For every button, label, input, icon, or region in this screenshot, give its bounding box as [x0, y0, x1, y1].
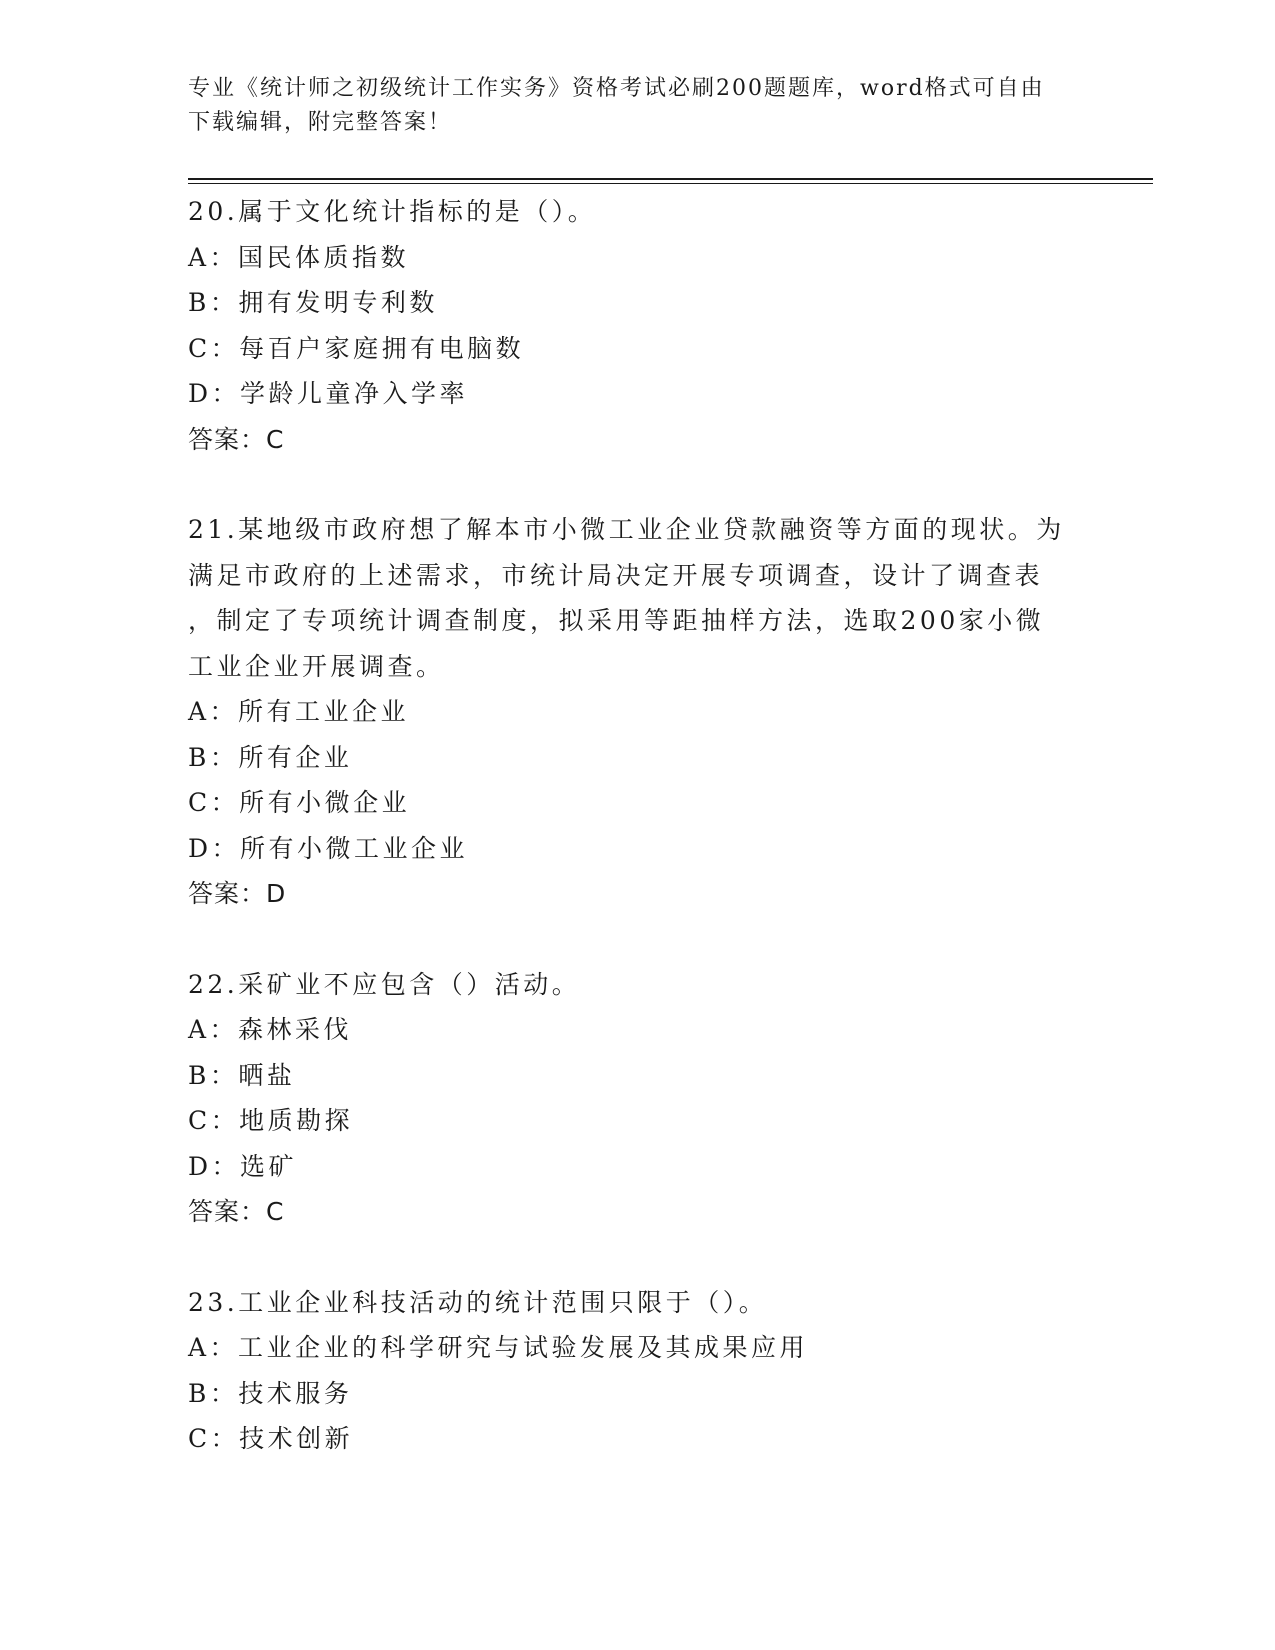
- document-header: [188, 72, 1088, 140]
- option-a: A：工业企业的科学研究与试验发展及其成果应用: [188, 1333, 809, 1362]
- question-spacer: [188, 462, 1088, 507]
- question-spacer: [188, 1235, 1088, 1280]
- question-stem-line: ，制定了专项统计调查制度，拟采用等距抽样方法，选取200家小微: [188, 606, 1045, 635]
- question-stem-line: 21.某地级市政府想了解本市小微工业企业贷款融资等方面的现状。为: [188, 515, 1065, 544]
- question-21: [188, 507, 1088, 917]
- option-c: C：每百户家庭拥有电脑数: [188, 333, 525, 363]
- option-a: A：国民体质指数: [188, 242, 410, 272]
- header-line-2: 下载编辑，附完整答案！: [188, 110, 453, 135]
- option-a: A：所有工业企业: [188, 697, 410, 726]
- option-d: D：所有小微工业企业: [188, 833, 469, 863]
- question-spacer: [188, 917, 1088, 962]
- option-c: C：技术创新: [188, 1424, 354, 1453]
- header-line-1: 专业《统计师之初级统计工作实务》资格考试必刷200题题库，word格式可自由: [188, 76, 1045, 101]
- question-stem-line: 满足市政府的上述需求，市统计局决定开展专项调查，设计了调查表: [188, 560, 1044, 590]
- option-c: C：所有小微企业: [188, 788, 411, 817]
- question-stem-line: 20.属于文化统计指标的是（）。: [188, 197, 597, 226]
- question-22: [188, 962, 1088, 1235]
- option-b: B：晒盐: [188, 1060, 296, 1090]
- option-d: D：选矿: [188, 1151, 298, 1181]
- question-stem-line: 23.工业企业科技活动的统计范围只限于（）。: [188, 1287, 768, 1317]
- option-b: B：拥有发明专利数: [188, 288, 438, 317]
- answer-line: 答案：D: [188, 879, 287, 908]
- option-b: B：技术服务: [188, 1378, 353, 1408]
- answer-line: 答案：C: [188, 1197, 285, 1226]
- question-stem-line: 工业企业开展调查。: [188, 651, 445, 681]
- question-list: [188, 189, 1088, 1462]
- answer-line: 答案：C: [188, 424, 285, 454]
- option-c: C：地质勘探: [188, 1106, 354, 1135]
- question-stem-line: 22.采矿业不应包含（）活动。: [188, 969, 581, 999]
- option-b: B：所有企业: [188, 742, 353, 772]
- header-divider-thick: [188, 178, 1153, 180]
- question-20: [188, 189, 1088, 462]
- option-a: A：森林采伐: [188, 1015, 353, 1044]
- option-d: D：学龄儿童净入学率: [188, 379, 469, 408]
- header-divider-thin: [188, 183, 1153, 184]
- question-23: [188, 1280, 1088, 1462]
